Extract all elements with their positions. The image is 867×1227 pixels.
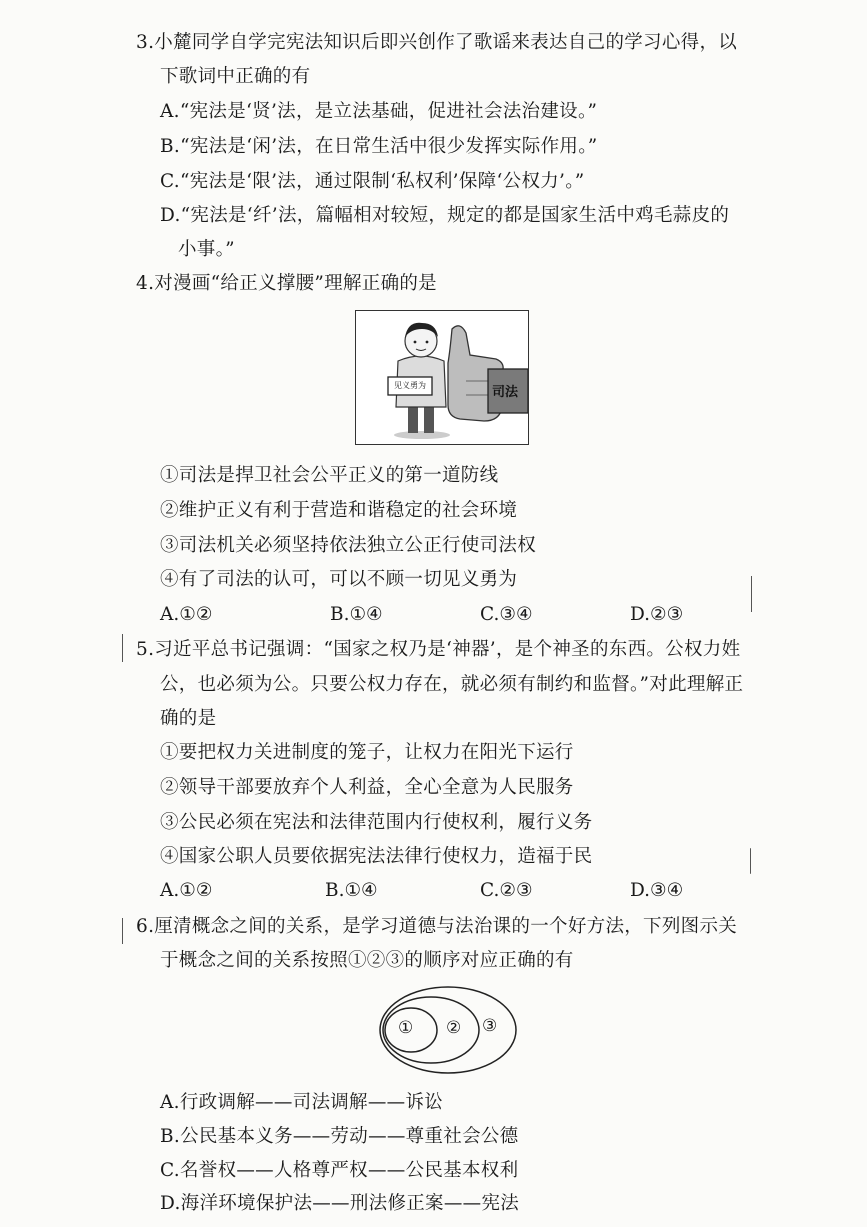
q5-choice-b: B.①④: [325, 880, 378, 901]
q5-statement-3: ③公民必须在宪法和法律范围内行使权利，履行义务: [160, 812, 593, 833]
q6-stem-line2: 于概念之间的关系按照①②③的顺序对应正确的有: [160, 950, 574, 971]
q6-option-b: B.公民基本义务——劳动——尊重社会公德: [160, 1126, 519, 1147]
q5-statement-2: ②领导干部要放弃个人利益，全心全意为人民服务: [160, 777, 574, 798]
q4-statement-2: ②维护正义有利于营造和谐稳定的社会环境: [160, 500, 518, 521]
q3-option-a: A.“宪法是‘贤’法，是立法基础，促进社会法治建设。”: [160, 101, 598, 122]
q6-option-c: C.名誉权——人格尊严权——公民基本权利: [160, 1160, 519, 1181]
q5-stem-line2: 公，也必须为公。只要公权力存在，就必须有制约和监督。”对此理解正: [160, 674, 744, 695]
venn-diagram: [378, 985, 518, 1075]
q6-option-a: A.行政调解——司法调解——诉讼: [160, 1092, 444, 1113]
q6-option-d: D.海洋环境保护法——刑法修正案——宪法: [160, 1193, 520, 1214]
q4-choice-c: C.③④: [480, 604, 533, 625]
cartoon-drawing: [356, 311, 528, 444]
q4-choice-d: D.②③: [630, 604, 684, 625]
q5-stem-line3: 确的是: [160, 708, 217, 729]
margin-mark: [751, 576, 752, 612]
q3-option-b: B.“宪法是‘闲’法，在日常生活中很少发挥实际作用。”: [160, 136, 598, 157]
q4-statement-3: ③司法机关必须坚持依法独立公正行使司法权: [160, 535, 537, 556]
venn-label-1: ①: [398, 1018, 414, 1038]
cartoon-sign-text: 见义勇为: [394, 381, 426, 390]
cartoon-sleeve-text: 司法: [492, 385, 519, 400]
q5-choice-a: A.①②: [160, 880, 213, 901]
q5-choice-d: D.③④: [630, 880, 684, 901]
q5-choice-c: C.②③: [480, 880, 533, 901]
q3-stem-line1: 3.小麓同学自学完宪法知识后即兴创作了歌谣来表达自己的学习心得，以: [136, 32, 738, 53]
q5-statement-1: ①要把权力关进制度的笼子，让权力在阳光下运行: [160, 742, 574, 763]
q3-option-d-continued: 小事。”: [178, 239, 235, 260]
q6-stem-line1: 6.厘清概念之间的关系，是学习道德与法治课的一个好方法，下列图示关: [136, 916, 738, 937]
q4-choice-a: A.①②: [160, 604, 213, 625]
cartoon-image: [355, 310, 529, 445]
q3-option-c: C.“宪法是‘限’法，通过限制‘私权利’保障‘公权力’。”: [160, 171, 585, 192]
margin-mark: [122, 634, 123, 662]
q4-statement-1: ①司法是捍卫社会公平正义的第一道防线: [160, 465, 499, 486]
q4-choice-b: B.①④: [330, 604, 383, 625]
q4-stem: 4.对漫画“给正义撑腰”理解正确的是: [136, 273, 437, 294]
margin-mark: [750, 848, 751, 874]
margin-mark: [122, 918, 123, 944]
q4-statement-4: ④有了司法的认可，可以不顾一切见义勇为: [160, 569, 518, 590]
q5-statement-4: ④国家公职人员要依据宪法法律行使权力，造福于民: [160, 846, 593, 867]
q3-stem-line2: 下歌词中正确的有: [160, 66, 311, 87]
q5-stem-line1: 5.习近平总书记强调：“国家之权乃是‘神器’，是个神圣的东西。公权力姓: [136, 639, 741, 660]
venn-label-3: ③: [482, 1016, 498, 1036]
venn-label-2: ②: [446, 1018, 462, 1038]
q3-option-d: D.“宪法是‘纤’法，篇幅相对较短，规定的都是国家生活中鸡毛蒜皮的: [160, 205, 730, 226]
